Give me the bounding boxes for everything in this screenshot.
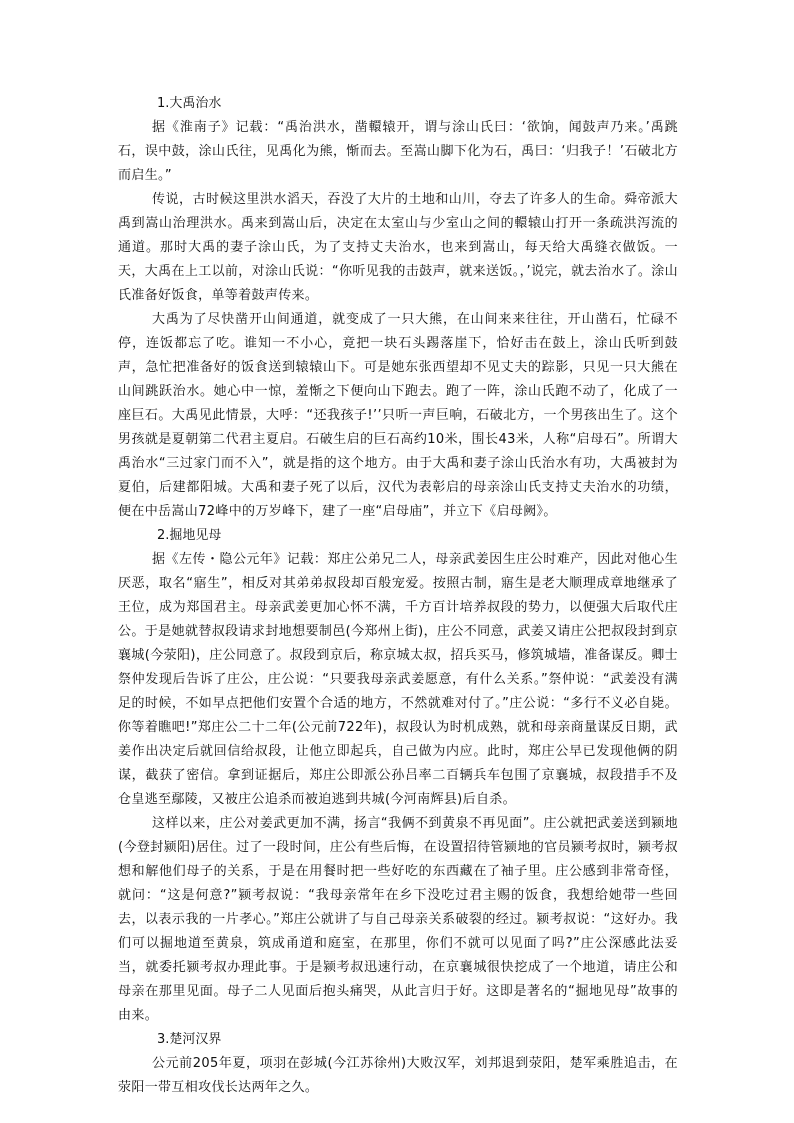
paragraph: 据《左传・隐公元年》记载：郑庄公弟兄二人，母亲武姜因生庄公时难产，因此对他心生厌恶，取名“寤生”，相反对其弟弟叔段却百般宠爱。按照古制，寤生是老大顺理成章地继承了王位，成为郑国君主。母亲武姜更加心怀不满，千方百计培养叔段的势力，以便强大后取代庄公。于是她就替叔段请求封地想要制邑(今郑州上街)，庄公不同意，武姜又请庄公把叔段封到京襄城(今荥阳)，庄公同意了。叔段到京后，称京城太叔，招兵买马，修筑城墙，准备谋反。卿士祭仲发现后告诉了庄公，庄公说：“只要我母亲武姜愿意，有什么关系。”祭仲说：“武姜没有满足的时候，不如早点把他们安置个合适的地方，不然就难对付了。”庄公说：“多行不义必自毙。你等着瞧吧!”郑庄公二十二年(公元前722年)，叔段认为时机成熟，就和母亲商量谋反日期，武姜作出决定后就回信给叔段，让他立即起兵，自己做为内应。此时，郑庄公早已发现他俩的阴谋，截获了密信。拿到证据后，郑庄公即派公孙吕率二百辆兵车包围了京襄城，叔段措手不及仓皇逃至鄢陵，又被庄公追杀而被迫逃到共城(今河南辉县)后自杀。 xyxy=(118,552,678,807)
document-page xyxy=(118,92,678,1100)
section-heading: 2.掘地见母 xyxy=(157,528,222,543)
paragraph: 这样以来，庄公对姜武更加不满，扬言“我俩不到黄泉不再见面”。庄公就把武姜送到颍地(今登封颍阳)居住。过了一段时间，庄公有些后悔，在设置招待管颍地的官员颍考叔时，颍考叔想和解他们母子的关系，于是在用餐时把一些好吃的东西藏在了袖子里。庄公感到非常奇怪，就问：“这是何意?”颍考叔说：“我母亲常年在乡下没吃过君主赐的饭食，我想给她带一些回去，以表示我的一片孝心。”郑庄公就讲了与自己母亲关系破裂的经过。颍考叔说：“这好办。我们可以掘地道至黄泉，筑成甬道和庭室，在那里，你们不就可以见面了吗?”庄公深感此法妥当，就委托颍考叔办理此事。于是颍考叔迅速行动，在京襄城很快挖成了一个地道，请庄公和母亲在那里见面。母子二人见面后抱头痛哭，从此言归于好。这即是著名的“掘地见母”故事的由来。 xyxy=(118,816,678,1023)
paragraph: 公元前205年夏，项羽在彭城(今江苏徐州)大败汉军，刘邦退到荥阳，楚军乘胜追击，在荥阳一带互相攻伐长达两年之久。 xyxy=(118,1056,678,1095)
paragraph: 大禹为了尽快凿开山间通道，就变成了一只大熊，在山间来来往往，开山凿石，忙碌不停，连饭都忘了吃。谁知一不小心，竟把一块石头踢落崖下，恰好击在鼓上，涂山氏听到鼓声，急忙把准备好的饭食送到辕辕山下。可是她东张西望却不见丈夫的踪影，只见一只大熊在山间跳跃治水。她心中一惊，羞惭之下便向山下跑去。跑了一阵，涂山氏跑不动了，化成了一座巨石。大禹见此情景，大呼：“还我孩子!’’只听一声巨响，石破北方，一个男孩出生了。这个男孩就是夏朝第二代君主夏启。石破生启的巨石高约10米，围长43米，人称“启母石”。所谓大禹治水“三过家门而不入”，就是指的这个地方。由于大禹和妻子涂山氏治水有功，大禹被封为夏伯，后建都阳城。大禹和妻子死了以后，汉代为表彰启的母亲涂山氏支持丈夫治水的功绩，便在中岳嵩山72峰中的万岁峰下，建了一座“启母庙”，并立下《启母阙》。 xyxy=(118,312,678,519)
paragraph: 据《淮南子》记载：“禹治洪水，凿轘辕开，谓与涂山氏曰：‘欲饷，闻鼓声乃来。’禹跳石，误中鼓，涂山氏往，见禹化为熊，惭而去。至嵩山脚下化为石，禹曰：‘归我子！’石破北方而启生。” xyxy=(118,120,678,183)
paragraph: 传说，古时候这里洪水滔天，吞没了大片的土地和山川，夺去了许多人的生命。舜帝派大禹到嵩山治理洪水。禹来到嵩山后，决定在太室山与少室山之间的轘辕山打开一条疏洪泻流的通道。那时大禹的妻子涂山氏，为了支持丈夫治水，也来到嵩山，每天给大禹缝衣做饭。一天，大禹在上工以前，对涂山氏说：“你听见我的击鼓声，就来送饭。，’说完，就去治水了。涂山氏准备好饭食，单等着鼓声传来。 xyxy=(118,192,678,303)
section-heading: 1.大禹治水 xyxy=(157,96,222,111)
section-heading: 3.楚河汉界 xyxy=(157,1032,222,1047)
